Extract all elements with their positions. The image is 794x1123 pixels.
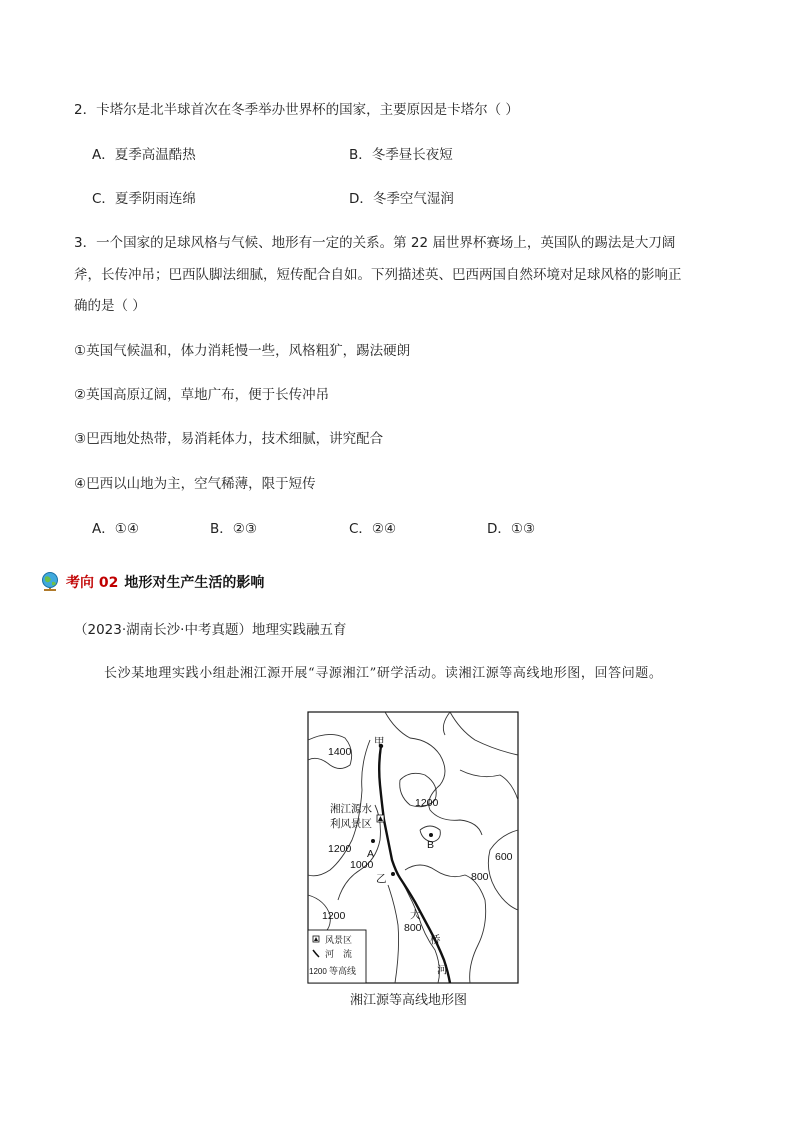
point-b [429, 833, 433, 837]
question-source: （2023·湖南长沙·中考真题）地理实践融五育 [74, 622, 347, 638]
q3-statement-1: ①英国气候温和，体力消耗慢一些，风格粗犷，踢法硬朗 [74, 343, 411, 359]
contour-label-800: 800 [404, 922, 422, 934]
q3-stem-line-2: 斧，长传冲吊；巴西队脚法细腻，短传配合自如。下列描述英、巴西两国自然环境对足球风格的影响正 [74, 267, 682, 283]
q3-statement-4: ④巴西以山地为主，空气稀薄，限于短传 [74, 476, 316, 492]
section-title: 地形对生产生活的影响 [124, 575, 265, 591]
contour-label-1200: 1200 [322, 910, 346, 922]
contour-label-600: 600 [495, 851, 513, 863]
q2-option-a: A．夏季高温酷热 [92, 147, 196, 163]
q3-option-d: D．①③ [487, 521, 536, 537]
label-river-2: 桥 [430, 934, 441, 946]
q2-option-c: C．夏季阴雨连绵 [92, 191, 196, 207]
legend-contour-label: 等高线 [329, 966, 357, 976]
q2-stem: 2．卡塔尔是北半球首次在冬季举办世界杯的国家，主要原因是卡塔尔（ ） [74, 102, 519, 118]
scenic-area-icon [377, 815, 384, 822]
label-jia: 甲 [374, 736, 385, 748]
q3-option-a: A．①④ [92, 521, 139, 537]
contour-label-800: 800 [471, 871, 489, 883]
legend-scenic-label: 风景区 [325, 935, 353, 945]
label-river-3: 河 [437, 964, 448, 976]
q3-stem-line-1: 3．一个国家的足球风格与气候、地形有一定的关系。第 22 届世界杯赛场上，英国队的踢法是大刀阔 [74, 235, 676, 251]
globe-icon [40, 571, 62, 593]
section-tag: 考向 02 [66, 575, 119, 591]
map-caption: 湘江源等高线地形图 [350, 993, 468, 1008]
contour-label-1200: 1200 [415, 797, 439, 809]
legend-river-label: 河 流 [325, 949, 353, 959]
point-a [371, 839, 375, 843]
legend-contour-value: 1200 [309, 967, 327, 976]
q2-option-b: B．冬季昼长夜短 [349, 147, 453, 163]
label-yi: 乙 [376, 873, 387, 885]
intro-text: 长沙某地理实践小组赴湘江源开展“寻源湘江”研学活动。读湘江源等高线地形图，回答问题。 [104, 666, 663, 681]
contour-map [300, 710, 526, 986]
q3-option-c: C．②④ [349, 521, 397, 537]
map-legend [308, 930, 366, 983]
label-b: B [427, 839, 435, 851]
label-scenic-line2: 利风景区 [330, 818, 372, 830]
q2-option-d: D．冬季空气湿润 [349, 191, 454, 207]
point-yi [391, 872, 395, 876]
q3-option-b: B．②③ [210, 521, 257, 537]
contour-label-1400: 1400 [328, 746, 352, 758]
q3-statement-3: ③巴西地处热带，易消耗体力，技术细腻，讲究配合 [74, 431, 384, 447]
label-scenic-line1: 湘江源水 [330, 803, 372, 815]
contour-label-1200: 1200 [328, 843, 352, 855]
label-a: A [367, 848, 375, 860]
section-heading [40, 570, 264, 594]
contour-label-1000: 1000 [350, 859, 374, 871]
label-river-1: 大 [410, 909, 421, 921]
q3-statement-2: ②英国高原辽阔，草地广布，便于长传冲吊 [74, 387, 330, 403]
q3-stem-line-3: 确的是（ ） [74, 298, 146, 314]
